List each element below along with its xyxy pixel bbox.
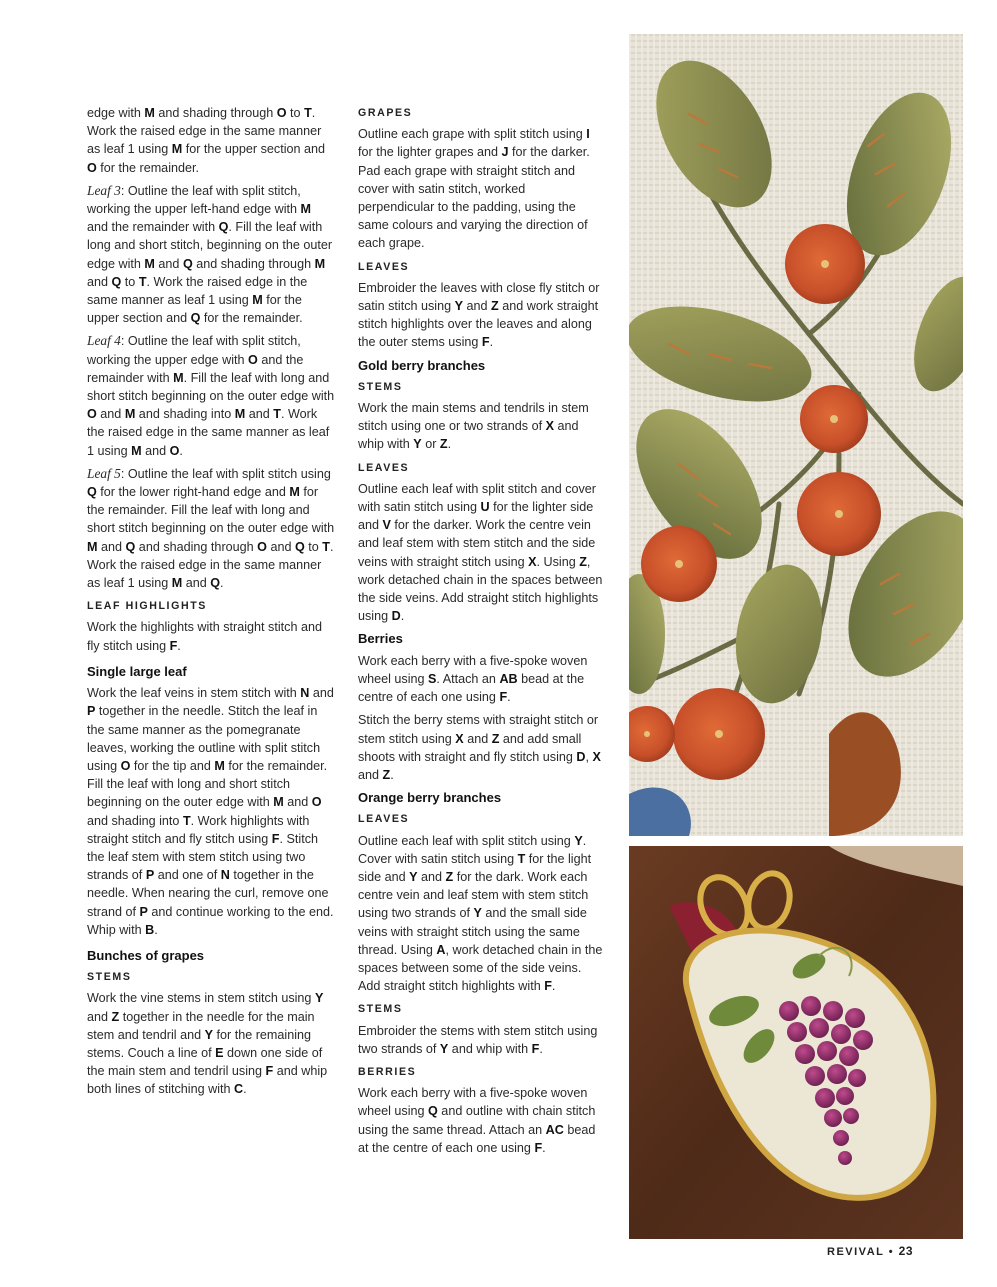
paragraph-gold-leaves: Outline each leaf with split stitch and cover with satin stitch using U for the lighter side and V for the darker. Work the centre vein and leaf stem with stem stitch and the side veins with straight stitch using X. Using Z, work detached chain in the spaces between the side veins. Add straight stitch highlights using D. bbox=[358, 481, 603, 624]
caption-leaves: LEAVES bbox=[358, 813, 410, 826]
caption-stems: STEMS bbox=[358, 380, 403, 393]
paragraph-leaf-3: Leaf 3: Outline the leaf with split stitch, working the upper left-hand edge with M and the remainder with Q. Fill the leaf with long and short stitch, beginning on the outer edge with M and Q and shading through M and Q to T. Work the raised edge in the same manner as leaf 1 using M for the upper section and Q for the remainder. bbox=[87, 182, 333, 326]
caption-stems: STEMS bbox=[87, 971, 132, 984]
caption-leaves: LEAVES bbox=[358, 461, 410, 474]
subheading-orange-berry-branches: Orange berry branches bbox=[358, 790, 502, 806]
paragraph-leaf-5: Leaf 5: Outline the leaf with split stitch using Q for the lower right-hand edge and M for the remainder. Fill the leaf with long and short stitch beginning on the outer edge with M and Q and shading through O and Q to T. Work the raised edge in the same manner as leaf 1 using M and Q. bbox=[87, 465, 335, 591]
paragraph-grape-leaves: Embroider the leaves with close fly stitch or satin stitch using Y and Z and work straight stitch highlights over the leaves and along the outer stems using F. bbox=[358, 280, 600, 350]
paragraph-orange-stems: Embroider the stems with stem stitch using two strands of Y and whip with F. bbox=[358, 1023, 598, 1056]
paragraph-single-large-leaf: Work the leaf veins in stem stitch with N and P together in the needle. Stitch the leaf in the same manner as the pomegranate leaves, working the outline with split stitch using O for the tip and M for the remainder. Fill the leaf with long and short stitch beginning on the outer edge with M and O and shading into T. Work highlights with straight stitch and fly stitch using F. Stitch the leaf stem with stem stitch using two strands of P and one of N together in the needle. When nearing the curl, remove one strand of P and continue working to the end. Whip with B. bbox=[87, 686, 334, 937]
subheading-bunches-of-grapes: Bunches of grapes bbox=[87, 947, 205, 963]
subheading-single-large-leaf: Single large leaf bbox=[87, 663, 187, 679]
embroidery-photo-scissor-case bbox=[629, 846, 963, 1239]
paragraph-berry-stems: Stitch the berry stems with straight stitch or stem stitch using X and Z and add small shoots with straight and fly stitch using D, X and Z. bbox=[358, 713, 601, 782]
caption-berries: BERRIES bbox=[358, 1065, 417, 1078]
page-number: 23 bbox=[898, 1244, 914, 1258]
paragraph-leaf-4: Leaf 4: Outline the leaf with split stitch, working the upper edge with O and the remainder with M. Fill the leaf with long and short stitch beginning on the outer edge with O and M and shading into M and T. Work the raised edge in the same manner as leaf 1 using M and O. bbox=[87, 333, 335, 458]
footer-separator: • bbox=[888, 1246, 895, 1258]
text-column-middle bbox=[358, 104, 604, 1162]
caption-stems: STEMS bbox=[358, 1003, 403, 1016]
page-footer bbox=[827, 1244, 913, 1258]
paragraph-leaf-highlights: Work the highlights with straight stitch and fly stitch using F. bbox=[87, 620, 322, 653]
paragraph-orange-berries: Work each berry with a five-spoke woven wheel using Q and outline with chain stitch using the same thread. Attach an AC bead at the centre of each one using F. bbox=[358, 1086, 596, 1155]
embroidery-photo-leaves-berries bbox=[629, 34, 963, 836]
caption-grapes: GRAPES bbox=[358, 107, 413, 119]
magazine-name: REVIVAL bbox=[827, 1246, 885, 1258]
caption-leaves: LEAVES bbox=[358, 260, 410, 273]
paragraph-berries: Work each berry with a five-spoke woven wheel using S. Attach an AB bead at the centre of each one using F. bbox=[358, 653, 588, 705]
paragraph-intro: edge with M and shading through O to T. Work the raised edge in the same manner as leaf 1 using M for the upper section and O for the remainder. bbox=[87, 106, 326, 175]
subheading-gold-berry-branches: Gold berry branches bbox=[358, 357, 486, 373]
text-column-left bbox=[87, 104, 335, 1104]
caption-leaf-highlights: LEAF HIGHLIGHTS bbox=[87, 600, 207, 613]
paragraph-orange-leaves: Outline each leaf with split stitch using Y. Cover with satin stitch using T for the light side and Y and Z for the dark. Work each centre vein and leaf stem with stem stitch using two strands of Y and the small side veins with straight stitch using the same thread. Using A, work detached chain in the spaces between some of the side veins. Add straight stitch highlights with F. bbox=[358, 833, 603, 994]
paragraph-grape-stems: Work the vine stems in stem stitch using Y and Z together in the needle for the main stem and tendril and Y for the remaining stems. Couch a line of E down one side of the main stem and tendril using F and whip both lines of stitching with C. bbox=[87, 991, 328, 1097]
paragraph-grapes: Outline each grape with split stitch using I for the lighter grapes and J for the darker. Pad each grape with straight stitch and cover with satin stitch, worked perpendicular to the padding, using the same colours and varying the direction of each grape. bbox=[358, 127, 590, 251]
paragraph-gold-stems: Work the main stems and tendrils in stem stitch using one or two strands of X and whip with Y or Z. bbox=[358, 401, 589, 452]
subheading-berries: Berries bbox=[358, 631, 403, 647]
